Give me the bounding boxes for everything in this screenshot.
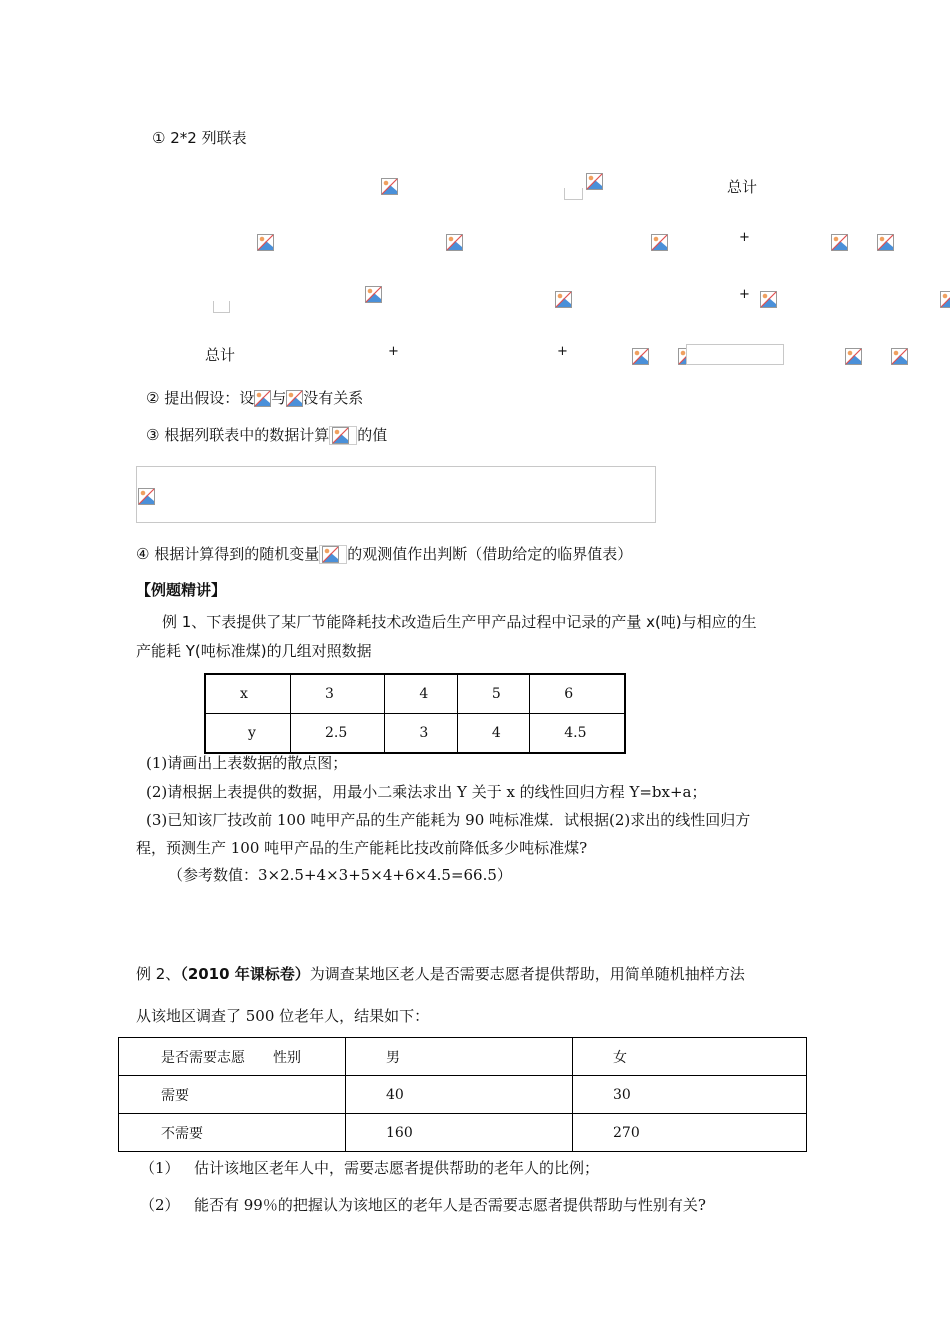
table-cell: 不需要 (119, 1114, 346, 1152)
image-placeholder-icon (254, 390, 271, 407)
plus-sign: + (739, 287, 750, 302)
calculate-prefix: ③ 根据列联表中的数据计算 (146, 426, 330, 444)
row-total-label: 总计 (205, 346, 236, 364)
image-placeholder-icon (555, 291, 572, 308)
image-placeholder-icon (877, 234, 894, 251)
image-placeholder-icon (365, 286, 382, 303)
table-cell: 需要 (119, 1076, 346, 1114)
table-header-cell: 女 (573, 1038, 807, 1076)
table-cell: 3 (385, 714, 457, 754)
table-cell: 4 (457, 714, 529, 754)
example2-question1-number: （1） (140, 1159, 180, 1177)
hypothesis-suffix: 没有关系 (303, 389, 364, 407)
table-cell: 270 (573, 1114, 807, 1152)
image-placeholder-icon (831, 234, 848, 251)
example1-line2: 产能耗 Y(吨标准煤)的几组对照数据 (136, 642, 372, 660)
calculate-line (146, 424, 387, 445)
example2-line1-rest: 为调查某地区老人是否需要志愿者提供帮助，用简单随机抽样方法 (309, 965, 745, 983)
hypothesis-mid: 与 (271, 389, 287, 407)
examples-heading: 【例题精讲】 (136, 581, 227, 599)
example2-prefix: 例 2、 (136, 965, 181, 983)
plus-sign: + (557, 344, 568, 359)
image-placeholder-icon (329, 426, 357, 445)
example2-line1 (136, 963, 745, 984)
table-header-cell: 是否需要志愿 性别 (119, 1038, 346, 1076)
example1-data-table (204, 673, 626, 754)
example2-survey-table (118, 1037, 807, 1152)
judgement-line (136, 543, 632, 564)
example1-question1: (1)请画出上表数据的散点图； (146, 754, 348, 772)
formula-placeholder-frame (136, 466, 656, 523)
example1-line1: 例 1、下表提供了某厂节能降耗技术改造后生产甲产品过程中记录的产量 x(吨)与相应的生 (162, 613, 757, 631)
calculate-suffix: 的值 (357, 426, 388, 444)
table-cell: 30 (573, 1076, 807, 1114)
table-cell: 40 (346, 1076, 573, 1114)
image-placeholder-icon (257, 234, 274, 251)
table-row (119, 1038, 807, 1076)
table-cell: y (205, 714, 291, 754)
example2-source: （2010 年课标卷） (180, 965, 310, 983)
hypothesis-line (146, 387, 363, 408)
image-placeholder-icon (891, 348, 908, 365)
example1-question3-line2: 程，预测生产 100 吨甲产品的生产能耗比技改前降低多少吨标准煤? (136, 839, 588, 857)
table-cell: 4 (385, 674, 457, 714)
table-row (205, 714, 625, 754)
table-cell: 4.5 (530, 714, 625, 754)
image-placeholder-icon (381, 178, 398, 195)
judgement-suffix: 的观测值作出判断（借助给定的临界值表） (347, 545, 633, 563)
table-cell: x (205, 674, 291, 714)
image-placeholder-icon (651, 234, 668, 251)
example2-question2: 能否有 99％的把握认为该地区的老年人是否需要志愿者提供帮助与性别有关? (194, 1196, 706, 1214)
placeholder-frame (564, 188, 583, 200)
table-cell: 2.5 (291, 714, 385, 754)
table-cell: 160 (346, 1114, 573, 1152)
table-cell: 6 (530, 674, 625, 714)
image-placeholder-icon (845, 348, 862, 365)
contingency-heading: ① 2*2 列联表 (152, 129, 247, 147)
placeholder-frame (686, 344, 784, 365)
example2-question2-number: （2） (140, 1196, 180, 1214)
table-header-cell: 男 (346, 1038, 573, 1076)
image-placeholder-icon (586, 173, 603, 190)
table-row (205, 674, 625, 714)
table-row (119, 1076, 807, 1114)
image-placeholder-icon (286, 390, 303, 407)
table-cell: 5 (457, 674, 529, 714)
image-placeholder-icon (632, 348, 649, 365)
example2-question1: 估计该地区老年人中，需要志愿者提供帮助的老年人的比例； (194, 1159, 600, 1177)
plus-sign: + (388, 344, 399, 359)
hypothesis-prefix: ② 提出假设：设 (146, 389, 255, 407)
image-placeholder-icon (319, 545, 347, 564)
table-cell: 3 (291, 674, 385, 714)
judgement-prefix: ④ 根据计算得到的随机变量 (136, 545, 320, 563)
image-placeholder-icon (446, 234, 463, 251)
image-placeholder-icon (138, 488, 155, 505)
table-row (119, 1114, 807, 1152)
image-placeholder-icon (940, 291, 950, 308)
image-placeholder-icon (760, 291, 777, 308)
example1-question3-line1: (3)已知该厂技改前 100 吨甲产品的生产能耗为 90 吨标准煤．试根据(2)求出的线性回归方 (146, 811, 751, 829)
example1-reference-values: （参考数值：3×2.5+4×3+5×4+6×4.5=66.5） (168, 866, 512, 884)
column-total-label: 总计 (727, 178, 758, 196)
placeholder-frame (213, 301, 230, 313)
example2-line2: 从该地区调查了 500 位老年人，结果如下： (136, 1007, 430, 1025)
example1-question2: (2)请根据上表提供的数据，用最小二乘法求出 Y 关于 x 的线性回归方程 Y=bx+a； (146, 783, 707, 801)
plus-sign: + (739, 230, 750, 245)
